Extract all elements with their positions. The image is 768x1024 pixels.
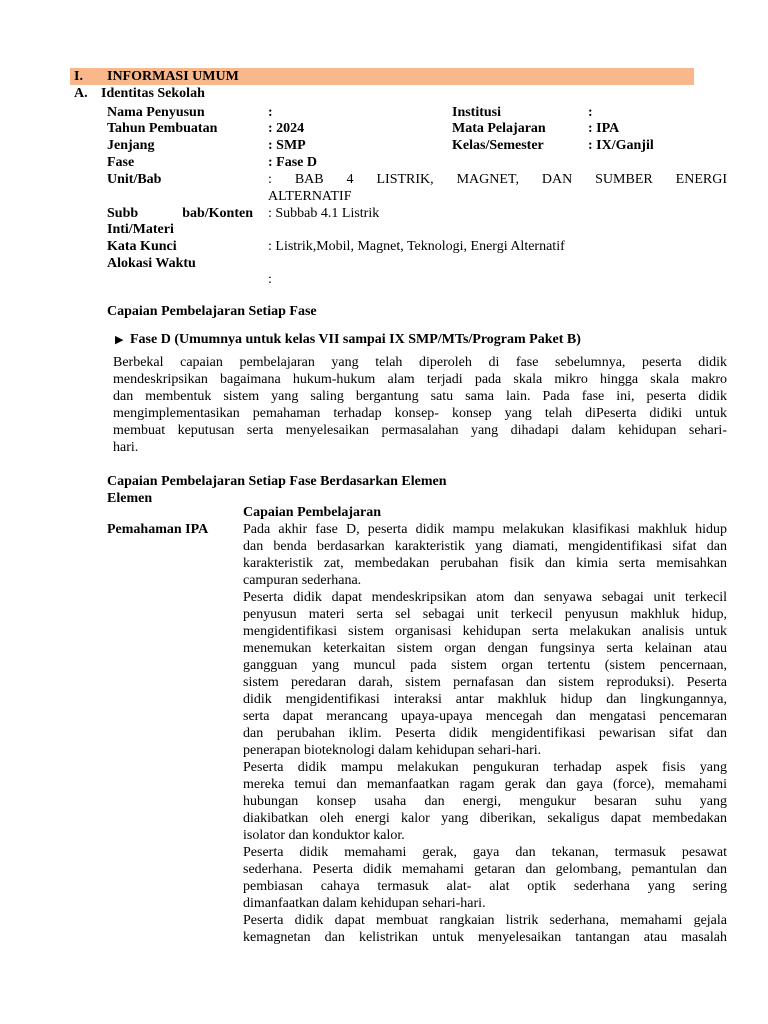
- capaian-heading: Capaian Pembelajaran Setiap Fase: [107, 304, 317, 319]
- label-alokasi: Alokasi Waktu: [107, 256, 196, 271]
- label-institusi: Institusi: [452, 105, 502, 120]
- capaian-paragraph-line: dan membentuk sistem yang saling bergantung satu sama lain. Pada fase ini, peserta didik: [113, 389, 727, 404]
- elemen-text-line: campuran sederhana.: [243, 573, 362, 588]
- label-tahun: Tahun Pembuatan: [107, 121, 218, 136]
- elemen-text-line: sederhana. Peserta didik memahami getaran dan gelombang, pemantulan dan: [243, 862, 727, 877]
- capaian-paragraph-line: membuat keputusan serta menyelesaikan permasalahan yang dihadapi dalam kehidupan sehari-: [113, 423, 727, 438]
- value-fase: : Fase D: [268, 155, 317, 170]
- elemen-text-line: pembiasan cahaya termasuk alat- alat optik sederhana yang sering: [243, 879, 727, 894]
- label-subbab-line1: Subb bab/Konten: [107, 206, 253, 221]
- elemen-text-line: penerapan bioteknologi dalam kehidupan sehari-hari.: [243, 743, 542, 758]
- elemen-text-line: Peserta didik memahami gerak, gaya dan tekanan, termasuk pesawat: [243, 845, 727, 860]
- label-unit: Unit/Bab: [107, 172, 162, 187]
- label-fase: Fase: [107, 155, 135, 170]
- capaian-paragraph-line: hari.: [113, 440, 139, 455]
- elemen-text-line: karakteristik zat, membedakan perubahan fisik dan kimia serta memisahkan: [243, 556, 727, 571]
- value-institusi: :: [588, 105, 593, 120]
- value-subbab: : Subbab 4.1 Listrik: [268, 206, 380, 221]
- value-tahun: : 2024: [268, 121, 305, 136]
- capaian-paragraph-line: Berbekal capaian pembelajaran yang telah diperoleh di fase sebelumnya, peserta didik: [113, 355, 727, 370]
- elemen-heading: Capaian Pembelajaran Setiap Fase Berdasarkan Elemen: [107, 474, 447, 489]
- label-kelas: Kelas/Semester: [452, 138, 544, 153]
- elemen-text-line: kemagnetan dan kelistrikan untuk menyelesaikan tantangan atau masalah: [243, 930, 727, 945]
- label-nama-penyusun: Nama Penyusun: [107, 105, 205, 120]
- elemen-row-label: Pemahaman IPA: [107, 522, 209, 537]
- elemen-text-line: isolator dan konduktor kalor.: [243, 828, 405, 843]
- elemen-text-line: dan perubahan iklim. Peserta didik mengidentifikasi pewarisan sifat dan: [243, 726, 727, 741]
- elemen-text-line: Peserta didik dapat mendeskripsikan atom dan senyawa sebagai unit terkecil: [243, 590, 727, 605]
- label-kata-kunci: Kata Kunci: [107, 239, 177, 254]
- label-mapel: Mata Pelajaran: [452, 121, 546, 136]
- subsection-title: Identitas Sekolah: [101, 86, 205, 101]
- label-jenjang: Jenjang: [107, 138, 155, 153]
- elemen-text-line: dan benda berdasarkan karakteristik yang diamati, mengidentifikasi sifat dan: [243, 539, 727, 554]
- fase-bullet: Fase D (Umumnya untuk kelas VII sampai IX SMP/MTs/Program Paket B): [130, 332, 581, 347]
- value-nama-penyusun: :: [268, 105, 273, 120]
- value-kata-kunci: : Listrik,Mobil, Magnet, Teknologi, Energi Alternatif: [268, 239, 565, 254]
- value-unit-line2: ALTERNATIF: [268, 189, 352, 204]
- subsection-letter: A.: [74, 86, 88, 101]
- elemen-text-line: Peserta didik dapat membuat rangkaian listrik sederhana, memahami gejala: [243, 913, 727, 928]
- capaian-paragraph-line: mendeskripsikan bagaimana hukum-hukum alam terjadi pada skala mikro hingga skala makro: [113, 372, 727, 387]
- value-mapel: : IPA: [588, 121, 620, 136]
- elemen-text-line: mengidentifikasi sistem organisasi kehidupan serta melakukan analisis untuk: [243, 624, 727, 639]
- elemen-text-line: menemukan keterkaitan sistem organ dengan fungsinya serta kelainan atau: [243, 641, 727, 656]
- elemen-text-line: penyusun materi serta sel sebagai unit terkecil penyusun makhluk hidup,: [243, 607, 727, 622]
- elemen-text-line: dimanfaatkan dalam kehidupan sehari-hari.: [243, 896, 486, 911]
- elemen-text-line: didik mengidentifikasi interaksi antar makhluk hidup dan lingkungannya,: [243, 692, 727, 707]
- label-subbab-line2: Inti/Materi: [107, 222, 174, 237]
- elemen-text-line: sistem peredaran darah, sistem pernafasan dan sistem reproduksi). Peserta: [243, 675, 727, 690]
- section-title: INFORMASI UMUM: [107, 69, 239, 84]
- capaian-paragraph-line: mengimplementasikan pemahaman terhadap konsep- konsep yang telah diPeserta didiki untuk: [113, 406, 727, 421]
- value-unit-line1: : BAB 4 LISTRIK, MAGNET, DAN SUMBER ENERGI: [268, 172, 727, 187]
- value-alokasi: :: [268, 272, 272, 287]
- bullet-triangle-icon: ▶: [115, 334, 124, 346]
- elemen-text-line: serta dapat merancang upaya-upaya mencegah dan mengatasi pencemaran: [243, 709, 727, 724]
- elemen-text-line: gangguan yang muncul pada sistem organ tertentu (sistem pencernaan,: [243, 658, 727, 673]
- value-kelas: : IX/Ganjil: [588, 138, 654, 153]
- elemen-text-line: Pada akhir fase D, peserta didik mampu melakukan klasifikasi makhluk hidup: [243, 522, 727, 537]
- col-capaian-header: Capaian Pembelajaran: [243, 505, 382, 520]
- elemen-text-line: diakibatkan oleh energi kalor yang diberikan, sekaligus dapat membedakan: [243, 811, 727, 826]
- elemen-text-line: hubungan konsep usaha dan energi, mengukur besaran suhu yang: [243, 794, 727, 809]
- elemen-text-line: Peserta didik mampu melakukan pengukuran terhadap aspek fisis yang: [243, 760, 727, 775]
- col-elemen-header: Elemen: [107, 491, 153, 506]
- value-jenjang: : SMP: [268, 138, 306, 153]
- elemen-text-line: mereka temui dan memanfaatkan ragam gerak dan gaya (force), memahami: [243, 777, 727, 792]
- section-number: I.: [74, 69, 83, 84]
